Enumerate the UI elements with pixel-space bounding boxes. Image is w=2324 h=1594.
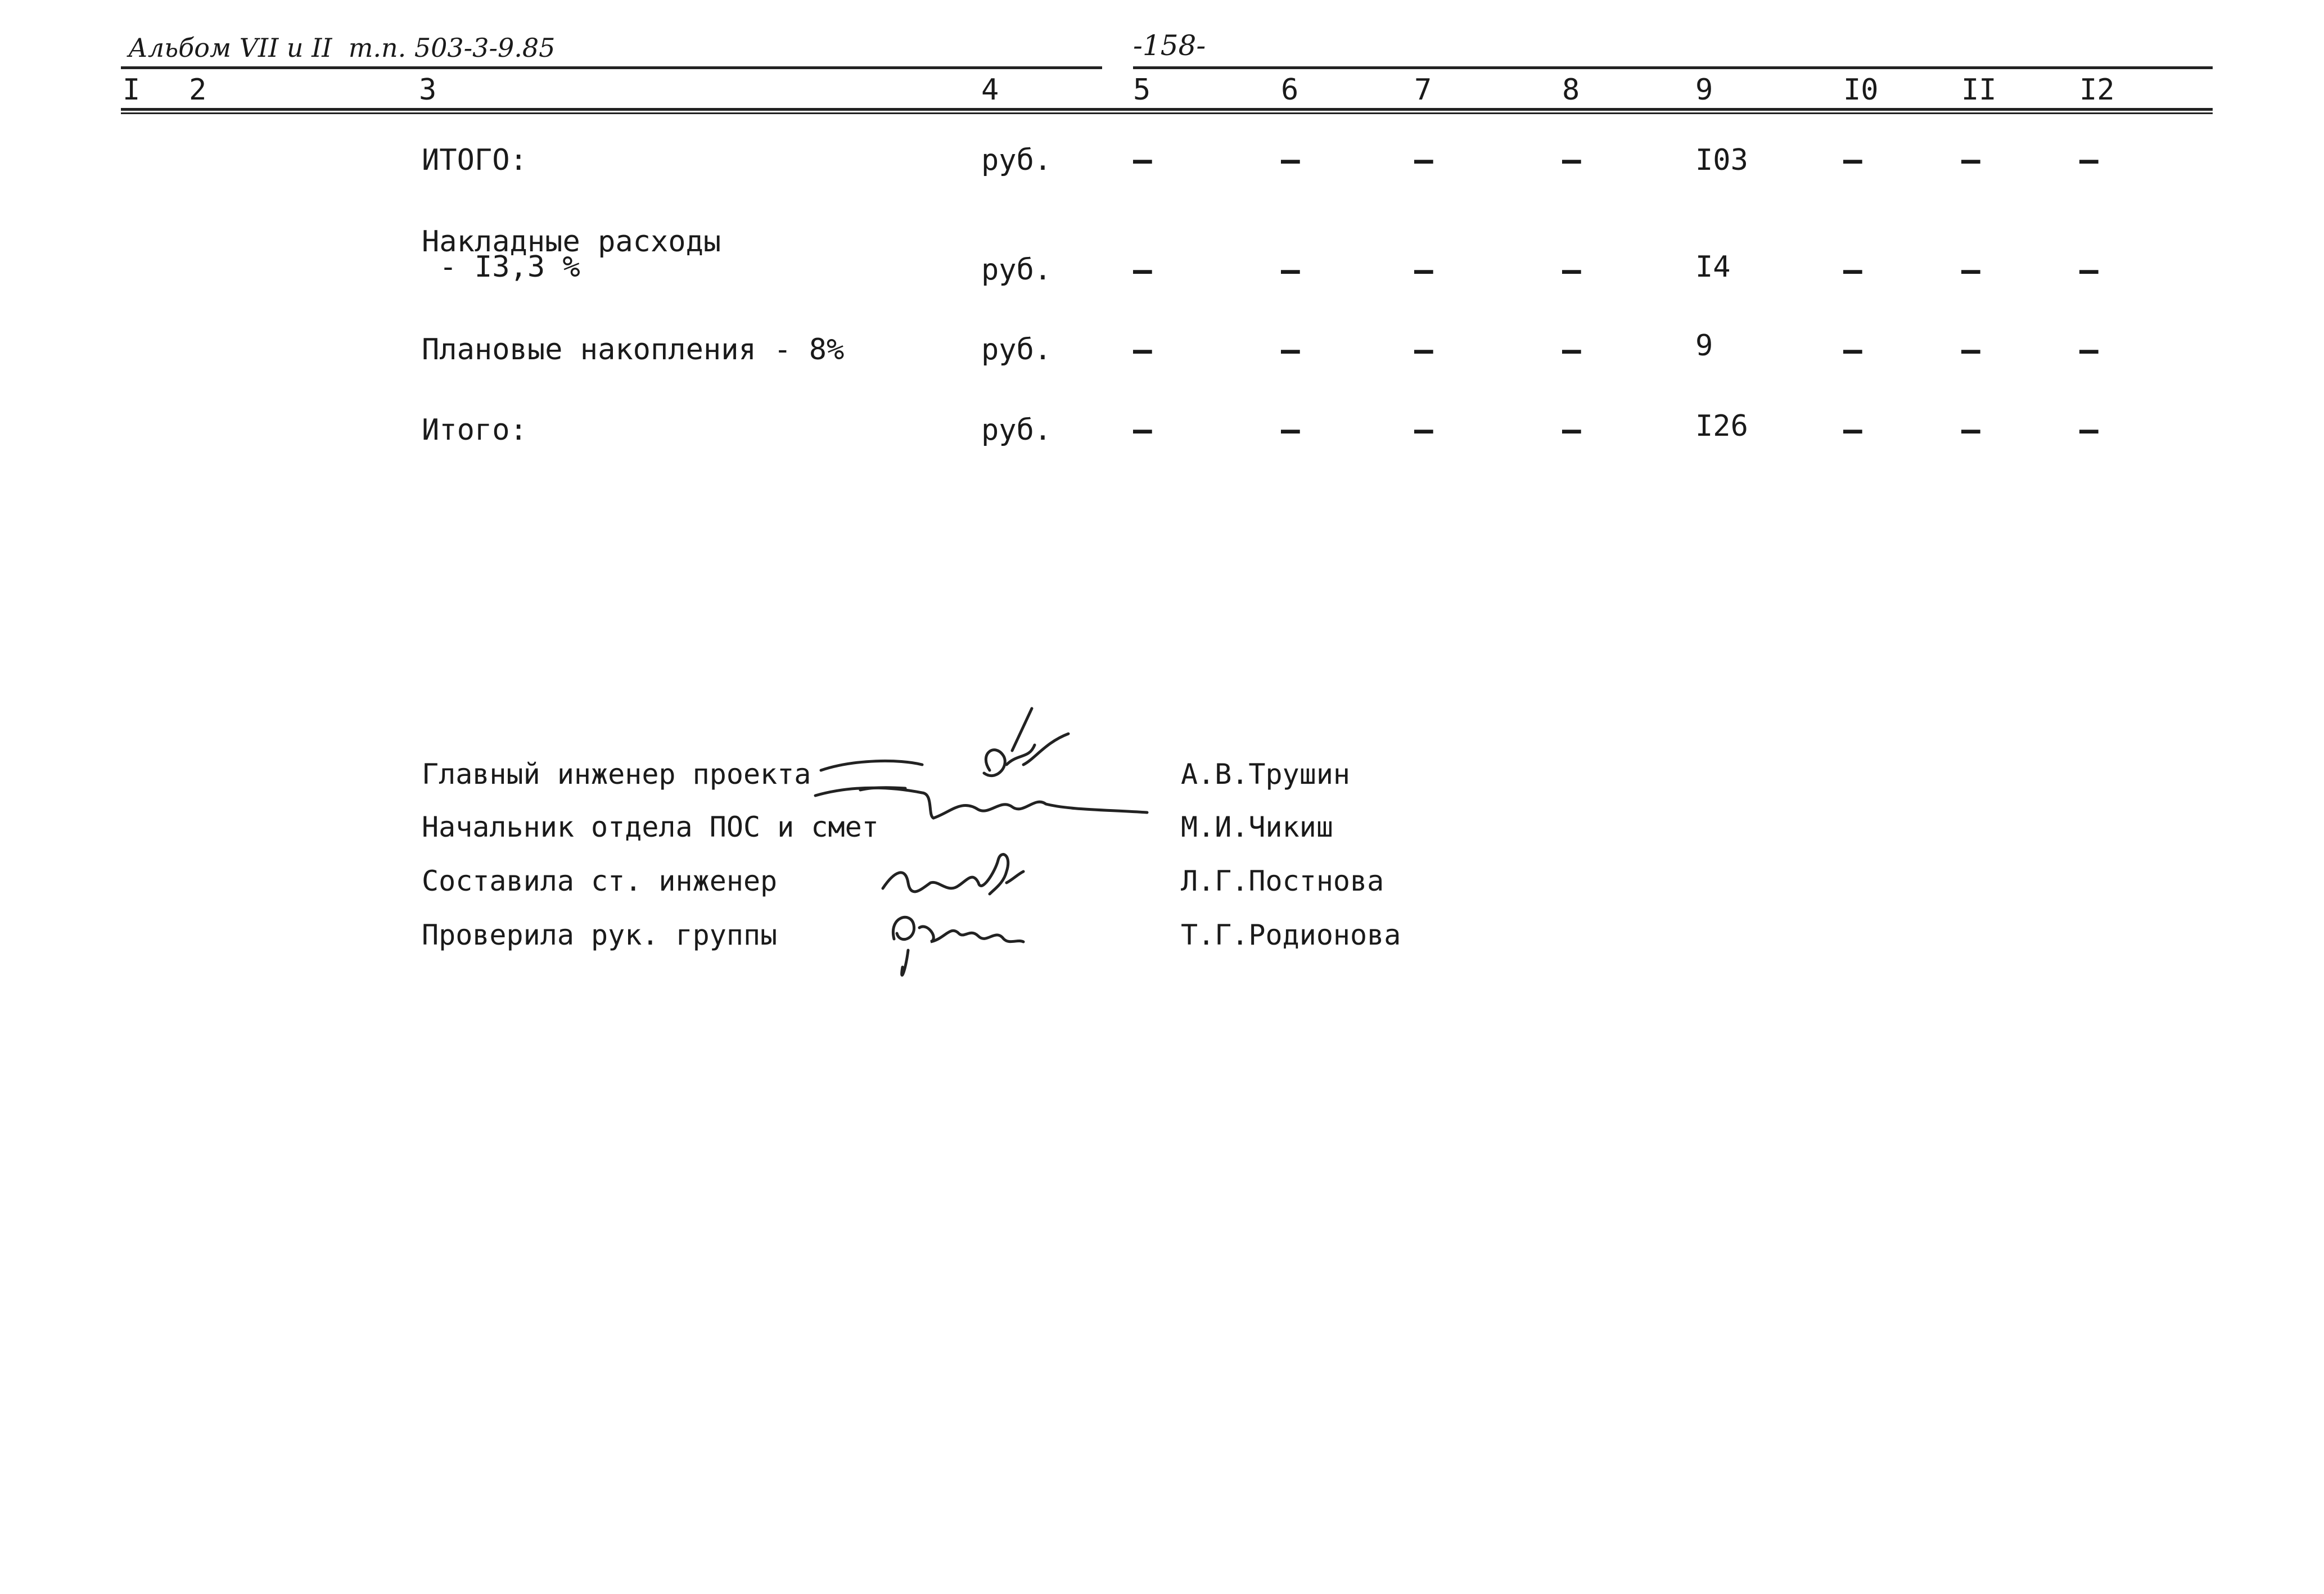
col-header-11: II bbox=[1961, 73, 1997, 107]
col-header-3: 3 bbox=[419, 73, 437, 107]
cell-col5: – bbox=[1133, 142, 1152, 178]
row-unit: руб. bbox=[981, 253, 1052, 287]
cell-col7: – bbox=[1414, 412, 1433, 448]
header-rule-right bbox=[1133, 66, 2213, 69]
col-header-4: 4 bbox=[981, 73, 999, 107]
col-header-2: 2 bbox=[189, 73, 207, 107]
row-label: ИТОГО: bbox=[422, 143, 527, 177]
cell-col9: I03 bbox=[1695, 143, 1748, 177]
header-rule-left bbox=[121, 66, 1102, 69]
page-number: -158- bbox=[1133, 29, 1206, 62]
cell-col5: – bbox=[1133, 332, 1152, 368]
signature-role-compiler: Составила ст. инженер bbox=[422, 865, 778, 897]
row-label-line2: - I3,3 % bbox=[422, 250, 580, 284]
cell-col10: – bbox=[1843, 252, 1862, 288]
cell-col11: – bbox=[1961, 252, 1980, 288]
cell-col7: – bbox=[1414, 142, 1433, 178]
cell-col6: – bbox=[1281, 412, 1300, 448]
column-header-rule bbox=[121, 108, 2213, 111]
cell-col8: – bbox=[1562, 142, 1581, 178]
cell-col12: – bbox=[2079, 142, 2099, 178]
col-header-10: I0 bbox=[1843, 73, 1879, 107]
signature-role-chief-engineer: Главный инженер проекта bbox=[422, 758, 811, 791]
signature-role-department-head: Начальник отдела ПОС и смет bbox=[422, 811, 879, 843]
col-header-9: 9 bbox=[1695, 73, 1713, 107]
row-unit: руб. bbox=[981, 143, 1052, 177]
cell-col11: – bbox=[1961, 142, 1980, 178]
cell-col8: – bbox=[1562, 332, 1581, 368]
cell-col6: – bbox=[1281, 252, 1300, 288]
signature-name-checker: Т.Г.Родионова bbox=[1181, 919, 1401, 951]
row-label: Накладные расходы bbox=[422, 225, 721, 259]
cell-col12: – bbox=[2079, 412, 2099, 448]
cell-col11: – bbox=[1961, 412, 1980, 448]
col-header-8: 8 bbox=[1562, 73, 1580, 107]
col-header-7: 7 bbox=[1414, 73, 1432, 107]
signature-name-compiler: Л.Г.Постнова bbox=[1181, 865, 1384, 897]
col-header-1: I bbox=[123, 73, 141, 107]
cell-col12: – bbox=[2079, 252, 2099, 288]
cell-col5: – bbox=[1133, 412, 1152, 448]
cell-col9: 9 bbox=[1695, 329, 1713, 363]
cell-col7: – bbox=[1414, 332, 1433, 368]
cell-col10: – bbox=[1843, 412, 1862, 448]
cell-col5: – bbox=[1133, 252, 1152, 288]
column-header-rule-2 bbox=[121, 112, 2213, 114]
signature-name-department-head: М.И.Чикиш bbox=[1181, 811, 1333, 843]
cell-col12: – bbox=[2079, 332, 2099, 368]
cell-col6: – bbox=[1281, 332, 1300, 368]
cell-col8: – bbox=[1562, 412, 1581, 448]
signature-name-chief-engineer: А.В.Трушин bbox=[1181, 758, 1351, 791]
cell-col10: – bbox=[1843, 142, 1862, 178]
row-label: Итого: bbox=[422, 413, 527, 447]
row-unit: руб. bbox=[981, 333, 1052, 367]
cell-col8: – bbox=[1562, 252, 1581, 288]
col-header-12: I2 bbox=[2079, 73, 2115, 107]
col-header-5: 5 bbox=[1133, 73, 1151, 107]
cell-col11: – bbox=[1961, 332, 1980, 368]
row-label: Плановые накопления - 8% bbox=[422, 333, 845, 367]
album-note: Альбом VII и II т.п. 503-3-9.85 bbox=[128, 33, 556, 63]
col-header-6: 6 bbox=[1281, 73, 1299, 107]
cell-col10: – bbox=[1843, 332, 1862, 368]
handwritten-signatures bbox=[810, 703, 1170, 984]
cell-col7: – bbox=[1414, 252, 1433, 288]
cell-col9: I4 bbox=[1695, 250, 1731, 284]
row-unit: руб. bbox=[981, 413, 1052, 447]
cell-col6: – bbox=[1281, 142, 1300, 178]
cell-col9: I26 bbox=[1695, 409, 1748, 443]
signature-role-checker: Проверила рук. группы bbox=[422, 919, 778, 951]
